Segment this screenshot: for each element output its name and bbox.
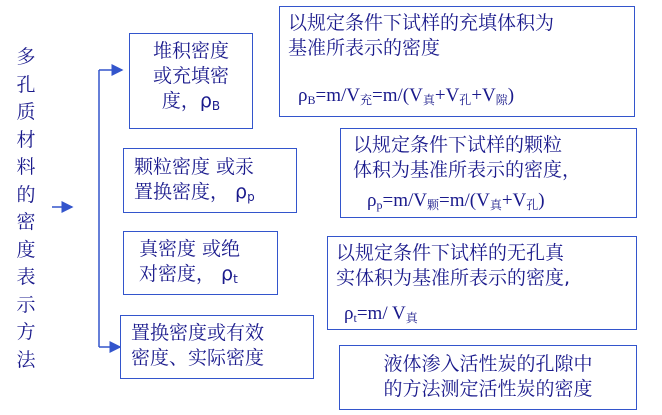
true-density-formula — [336, 301, 636, 331]
bulk-density-line1: 堆积密度 — [152, 40, 229, 62]
formula-sub: 充 — [360, 93, 373, 107]
true-def-line2: 实体积为基准所表示的密度, — [336, 267, 571, 289]
effective-density-line1: 置换密度或有效 — [131, 322, 265, 344]
true-density-box — [123, 231, 278, 295]
formula-part: ) — [507, 85, 515, 106]
formula-sub: 真 — [405, 311, 418, 325]
particle-density-formula — [353, 188, 636, 218]
true-density-line2: 对密度， ρ — [139, 263, 234, 285]
bulk-density-definition-box — [279, 6, 635, 117]
formula-sub: 真 — [489, 198, 502, 212]
formula-part: =m/V — [315, 85, 360, 106]
formula-sub: 隙 — [495, 93, 508, 107]
formula-sub: t — [353, 311, 357, 325]
formula-sub: 孔 — [526, 198, 539, 212]
formula-part: ρ — [298, 85, 308, 106]
formula-part: =m/V — [382, 190, 427, 211]
effective-density-line2: 密度、实际密度 — [131, 347, 265, 369]
formula-part: +V — [434, 85, 460, 106]
formula-part: +V — [501, 190, 527, 211]
formula-sub: 真 — [422, 93, 435, 107]
particle-def-line1: 以规定条件下试样的颗粒 — [353, 134, 563, 156]
particle-density-line1: 颗粒密度 或汞 — [134, 156, 255, 178]
formula-part: ρ — [367, 190, 377, 211]
effective-def-line2: 的方法测定活性炭的密度 — [383, 378, 593, 400]
formula-part: ρ — [344, 303, 354, 324]
effective-def-line1: 液体渗入活性炭的孔隙中 — [383, 353, 593, 375]
bulk-def-line1: 以规定条件下试样的充填体积为 — [288, 12, 555, 34]
formula-part: +V — [471, 85, 496, 106]
effective-density-definition-box — [339, 345, 637, 410]
particle-density-box — [123, 148, 297, 213]
formula-part: =m/ V — [356, 303, 406, 324]
true-def-line1: 以规定条件下试样的无孔真 — [336, 242, 565, 264]
formula-sub: 孔 — [459, 93, 472, 107]
formula-part: ) — [538, 190, 545, 211]
true-density-line1: 真密度 或绝 — [139, 238, 241, 260]
bulk-density-formula — [288, 83, 634, 113]
particle-def-line2: 体积为基准所表示的密度， — [353, 159, 582, 181]
bulk-density-line2: 或充填密 — [152, 65, 229, 87]
bulk-density-sub: B — [211, 99, 221, 113]
formula-part: =m/(V — [372, 85, 423, 106]
formula-sub: B — [307, 93, 316, 107]
true-density-sub: t — [233, 272, 238, 286]
particle-density-sub: p — [247, 190, 255, 204]
formula-sub: 颗 — [426, 198, 439, 212]
formula-part: =m/(V — [439, 190, 490, 211]
bulk-def-line2: 基准所表示的密度 — [288, 37, 441, 59]
vertical-title: 多孔质材料的密度表示方法 — [16, 46, 36, 371]
particle-density-line2: 置换密度， ρ — [134, 181, 248, 203]
bulk-density-box — [129, 33, 253, 129]
effective-density-box — [120, 315, 314, 379]
true-density-definition-box — [327, 236, 637, 330]
particle-density-definition-box — [340, 128, 637, 218]
formula-sub: p — [376, 198, 383, 212]
bulk-density-line3: 度，ρ — [161, 90, 212, 112]
